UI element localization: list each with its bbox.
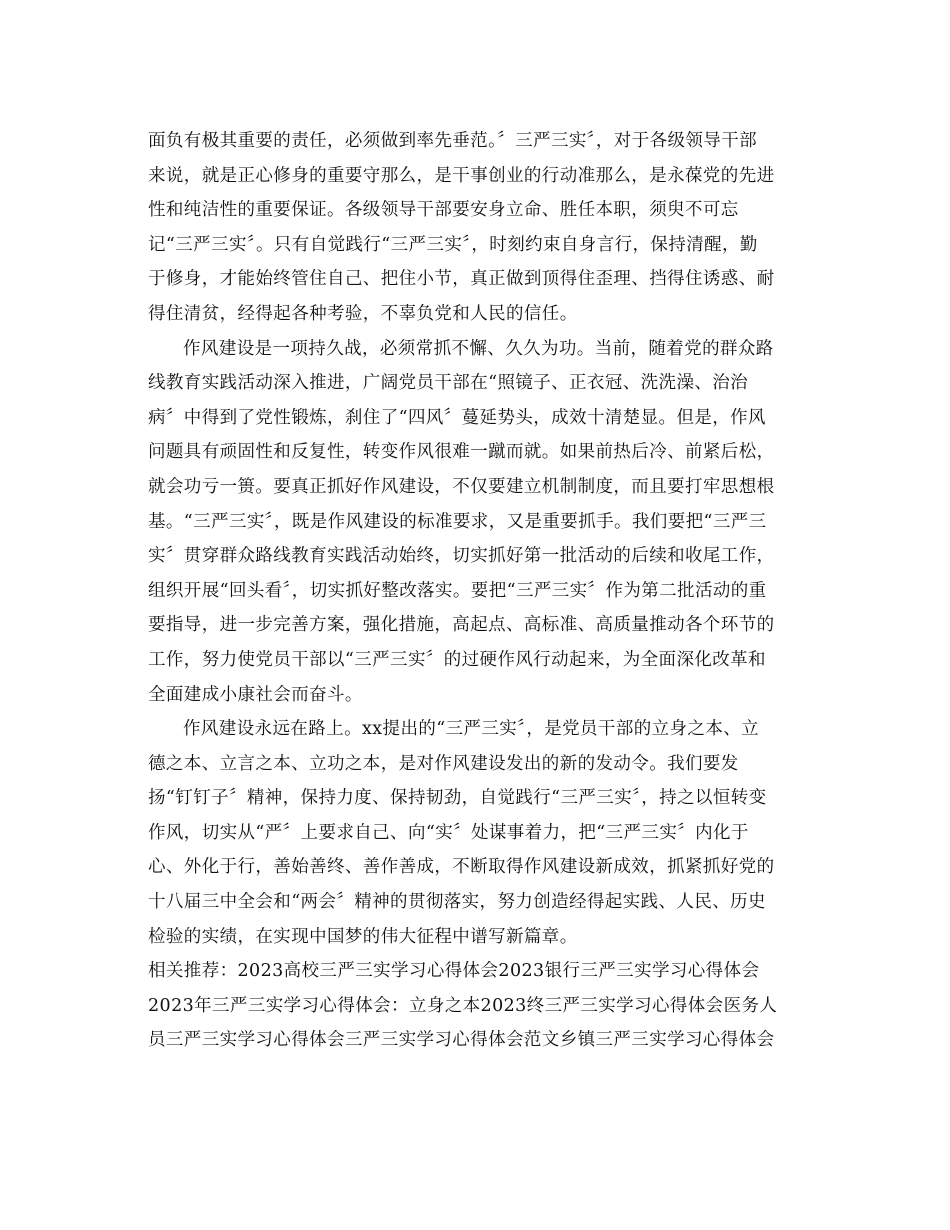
text-line: 员三严三实学习心得体会三严三实学习心得体会范文乡镇三严三实学习心得体会 (148, 1030, 775, 1051)
text-line: 面负有极其重要的责任，必须做到率先垂范。〞三严三实〞，对于各级领导干部 (148, 131, 757, 151)
text-line: 问题具有顽固性和反复性，转变作风很难一蹴而就。如果前热后冷、前紧后松， (148, 442, 775, 463)
text-line: 得住清贫，经得起各种考验，不辜负党和人民的信任。 (148, 303, 578, 324)
paragraph (148, 712, 808, 954)
text-line: 德之本、立言之本、立功之本，是对作风建设发出的新的发动令。我们要发 (148, 753, 739, 774)
text-line: 就会功亏一篑。要真正抓好作风建设，不仅要建立机制制度，而且要打牢思想根 (148, 476, 775, 497)
text-line: 性和纯洁性的重要保证。各级领导干部要安身立命、胜任本职，须臾不可忘 (148, 200, 739, 221)
text-line: 工作，努力使党员干部以“三严三实〞的过硬作风行动起来，为全面深化改革和 (148, 649, 766, 670)
text-line: 实〞贯穿群众路线教育实践活动始终，切实抓好第一批活动的后续和收尾工作， (148, 546, 775, 567)
document-body (148, 124, 808, 1058)
text-line: 十八届三中全会和“两会〞精神的贯彻落实，努力创造经得起实践、人民、历史 (148, 892, 766, 913)
text-line: 记“三严三实〞。只有自觉践行“三严三实〞，时刻约束自身言行，保持清醒，勤 (148, 234, 758, 255)
related-recommendations (148, 954, 808, 1058)
text-line: 线教育实践活动深入推进，广阔党员干部在“照镜子、正衣冠、洗洗澡、治治 (148, 373, 749, 394)
text-line: 组织开展“回头看〞，切实抓好整改落实。要把“三严三实〞作为第二批活动的重 (148, 580, 767, 601)
text-line: 作风，切实从“严〞上要求自己、向“实〞处谋事着力，把“三严三实〞内化于 (148, 822, 749, 843)
paragraph (148, 124, 808, 332)
text-line: 作风建设是一项持久战，必须常抓不懈、久久为功。当前，随着党的群众路 (183, 338, 774, 359)
text-line: 作风建设永远在路上。xx提出的“三严三实〞，是党员干部的立身之本、立 (183, 719, 760, 740)
text-line: 来说，就是正心修身的重要守那么，是干事创业的行动准那么，是永葆党的先进 (148, 165, 775, 186)
text-line: 于修身，才能始终管住自己、把住小节，真正做到顶得住歪理、挡得住诱惑、耐 (148, 269, 775, 290)
text-line: 全面建成小康社会而奋斗。 (148, 684, 363, 705)
text-line: 检验的实绩，在实现中国梦的伟大征程中谱写新篇章。 (148, 926, 578, 947)
text-line: 心、外化于行，善始善终、善作善成，不断取得作风建设新成效，抓紧抓好党的 (148, 857, 775, 878)
text-line: 扬“钉钉子〞精神，保持力度、保持韧劲，自觉践行“三严三实〞，持之以恒转变 (148, 788, 767, 809)
text-line: 相关推荐：2023高校三严三实学习心得体会2023银行三严三实学习心得体会 (148, 961, 760, 982)
text-line: 病〞中得到了党性锻炼，刹住了“四风〞蔓延势头，成效十清楚显。但是，作风 (148, 407, 766, 428)
text-line: 2023年三严三实学习心得体会：立身之本2023终三严三实学习心得体会医务人 (148, 995, 778, 1016)
text-line: 基。“三严三实〞，既是作风建设的标准要求，又是重要抓手。我们要把“三严三 (148, 511, 767, 532)
text-line: 要指导，进一步完善方案，强化措施，高起点、高标准、高质量推动各个环节的 (148, 615, 775, 636)
paragraph (148, 332, 808, 713)
